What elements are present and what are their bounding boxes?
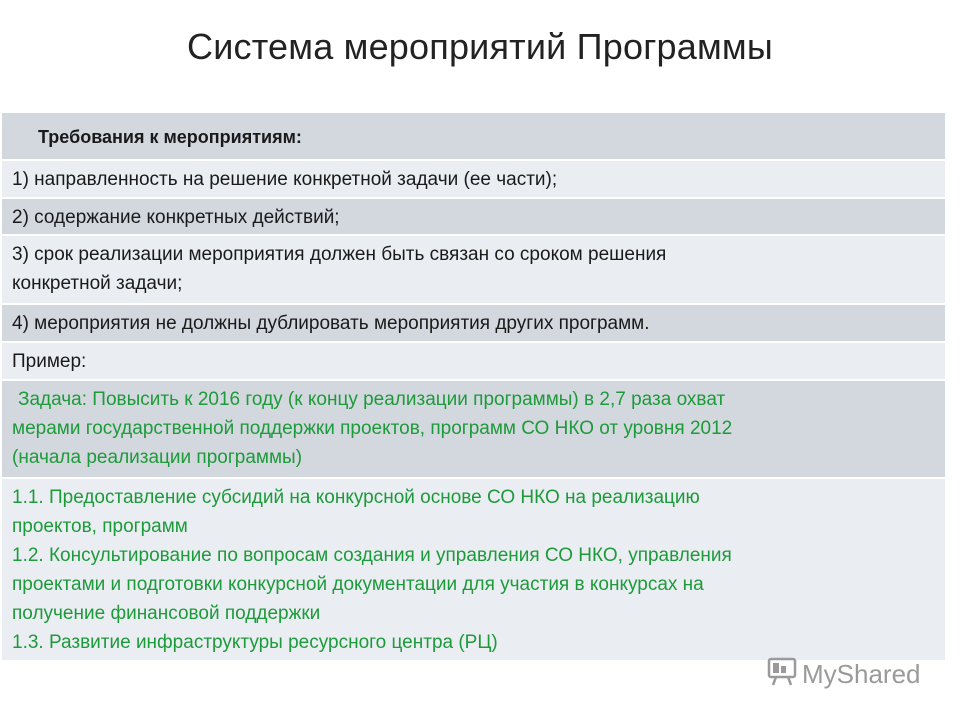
requirement-3 — [2, 236, 945, 305]
measure-line-5: получение финансовой поддержки — [12, 603, 321, 624]
watermark-text: MyShared — [802, 658, 921, 689]
requirements-table — [2, 112, 945, 662]
measures-row — [2, 479, 945, 662]
presentation-board-icon — [766, 655, 802, 694]
table-header: Требования к мероприятиям: — [2, 113, 945, 161]
requirement-3-line-2: конкретной задачи; — [12, 273, 183, 294]
measure-line-3: 1.2. Консультирование по вопросам создания и управления СО НКО, управления — [12, 545, 732, 566]
requirement-4: 4) мероприятия не должны дублировать мероприятия других программ. — [2, 305, 945, 343]
task-row — [2, 381, 945, 479]
measure-line-4: проектами и подготовки конкурсной документации для участия в конкурсах на — [12, 574, 704, 595]
task-line-1: Задача: Повысить к 2016 году (к концу реализации программы) в 2,7 раза охват — [18, 389, 726, 410]
slide-title: Система мероприятий Программы — [187, 26, 773, 67]
measure-line-2: проектов, программ — [12, 516, 188, 537]
watermark-logo — [766, 654, 921, 694]
requirement-2: 2) содержание конкретных действий; — [2, 199, 945, 236]
example-label: Пример: — [2, 343, 945, 381]
requirement-1: 1) направленность на решение конкретной задачи (ее части); — [2, 161, 945, 199]
requirement-3-line-1: 3) срок реализации мероприятия должен быть связан со сроком решения — [12, 244, 667, 265]
measure-line-1: 1.1. Предоставление субсидий на конкурсной основе СО НКО на реализацию — [12, 487, 700, 508]
task-line-3: (начала реализации программы) — [12, 447, 303, 468]
measure-line-6: 1.3. Развитие инфраструктуры ресурсного центра (РЦ) — [12, 632, 498, 653]
task-line-2: мерами государственной поддержки проектов, программ СО НКО от уровня 2012 — [12, 418, 733, 439]
